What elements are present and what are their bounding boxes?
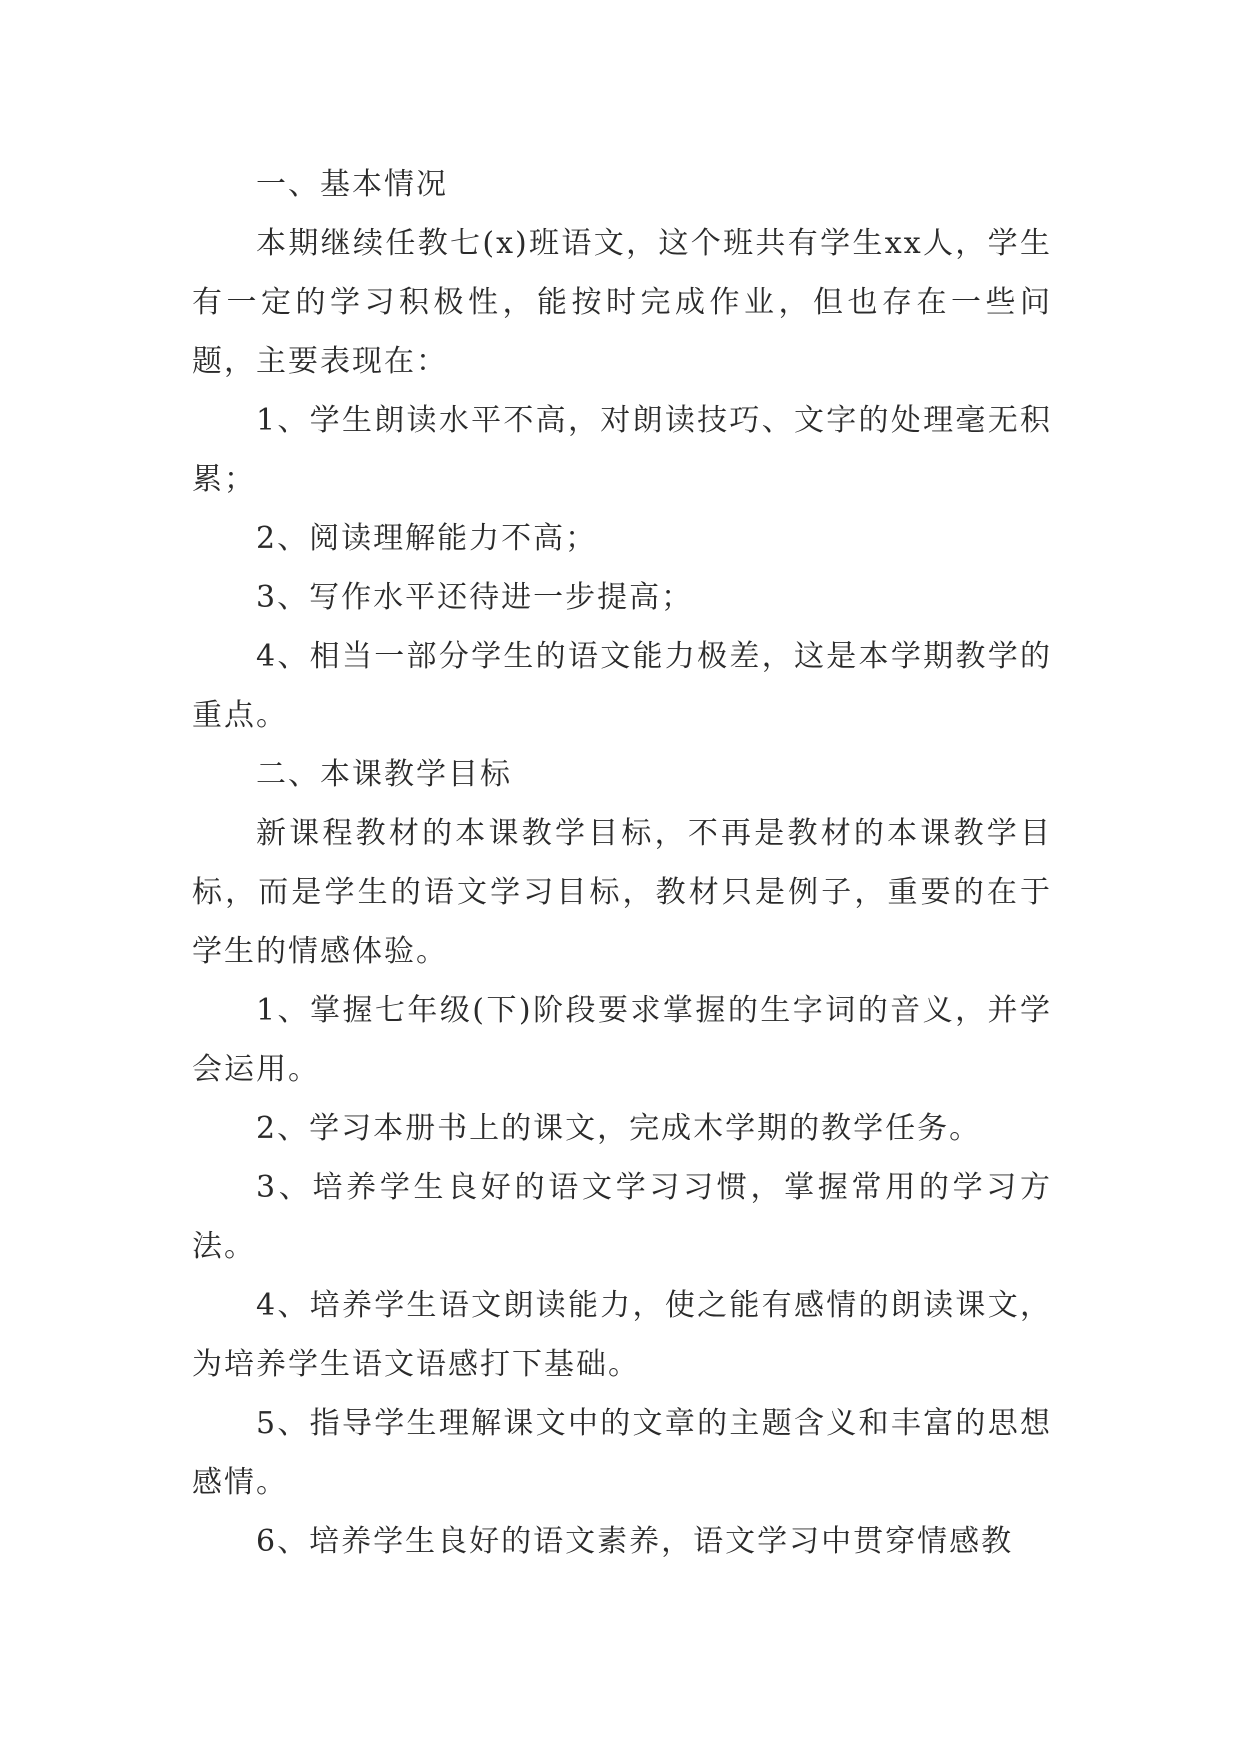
paragraph: 新课程教材的本课教学目标，不再是教材的本课教学目标，而是学生的语文学习目标，教材只是例子，重要的在于学生的情感体验。 bbox=[192, 816, 1052, 969]
list-item: 3、写作水平还待进一步提高； bbox=[256, 580, 694, 615]
list-item: 4、相当一部分学生的语文能力极差，这是本学期教学的重点。 bbox=[192, 639, 1052, 733]
list-item: 4、培养学生语文朗读能力，使之能有感情的朗读课文，为培养学生语文语感打下基础。 bbox=[192, 1288, 1052, 1382]
document-body bbox=[192, 155, 1052, 1571]
list-item: 2、阅读理解能力不高； bbox=[256, 521, 598, 556]
list-item: 6、培养学生良好的语文素养，语文学习中贯穿情感教 bbox=[256, 1524, 1014, 1559]
section-heading: 二、本课教学目标 bbox=[256, 757, 512, 792]
list-item: 1、学生朗读水平不高，对朗读技巧、文字的处理毫无积累； bbox=[192, 403, 1052, 497]
section-heading: 一、基本情况 bbox=[256, 167, 448, 202]
list-item: 3、培养学生良好的语文学习习惯，掌握常用的学习方法。 bbox=[192, 1170, 1052, 1264]
list-item: 2、学习本册书上的课文，完成木学期的教学任务。 bbox=[256, 1111, 982, 1146]
paragraph: 本期继续任教七(x)班语文，这个班共有学生xx人，学生有一定的学习积极性，能按时完成作业，但也存在一些问题，主要表现在： bbox=[192, 226, 1052, 379]
list-item: 5、指导学生理解课文中的文章的主题含义和丰富的思想感情。 bbox=[192, 1406, 1052, 1500]
list-item: 1、掌握七年级(下)阶段要求掌握的生字词的音义，并学会运用。 bbox=[192, 993, 1052, 1087]
